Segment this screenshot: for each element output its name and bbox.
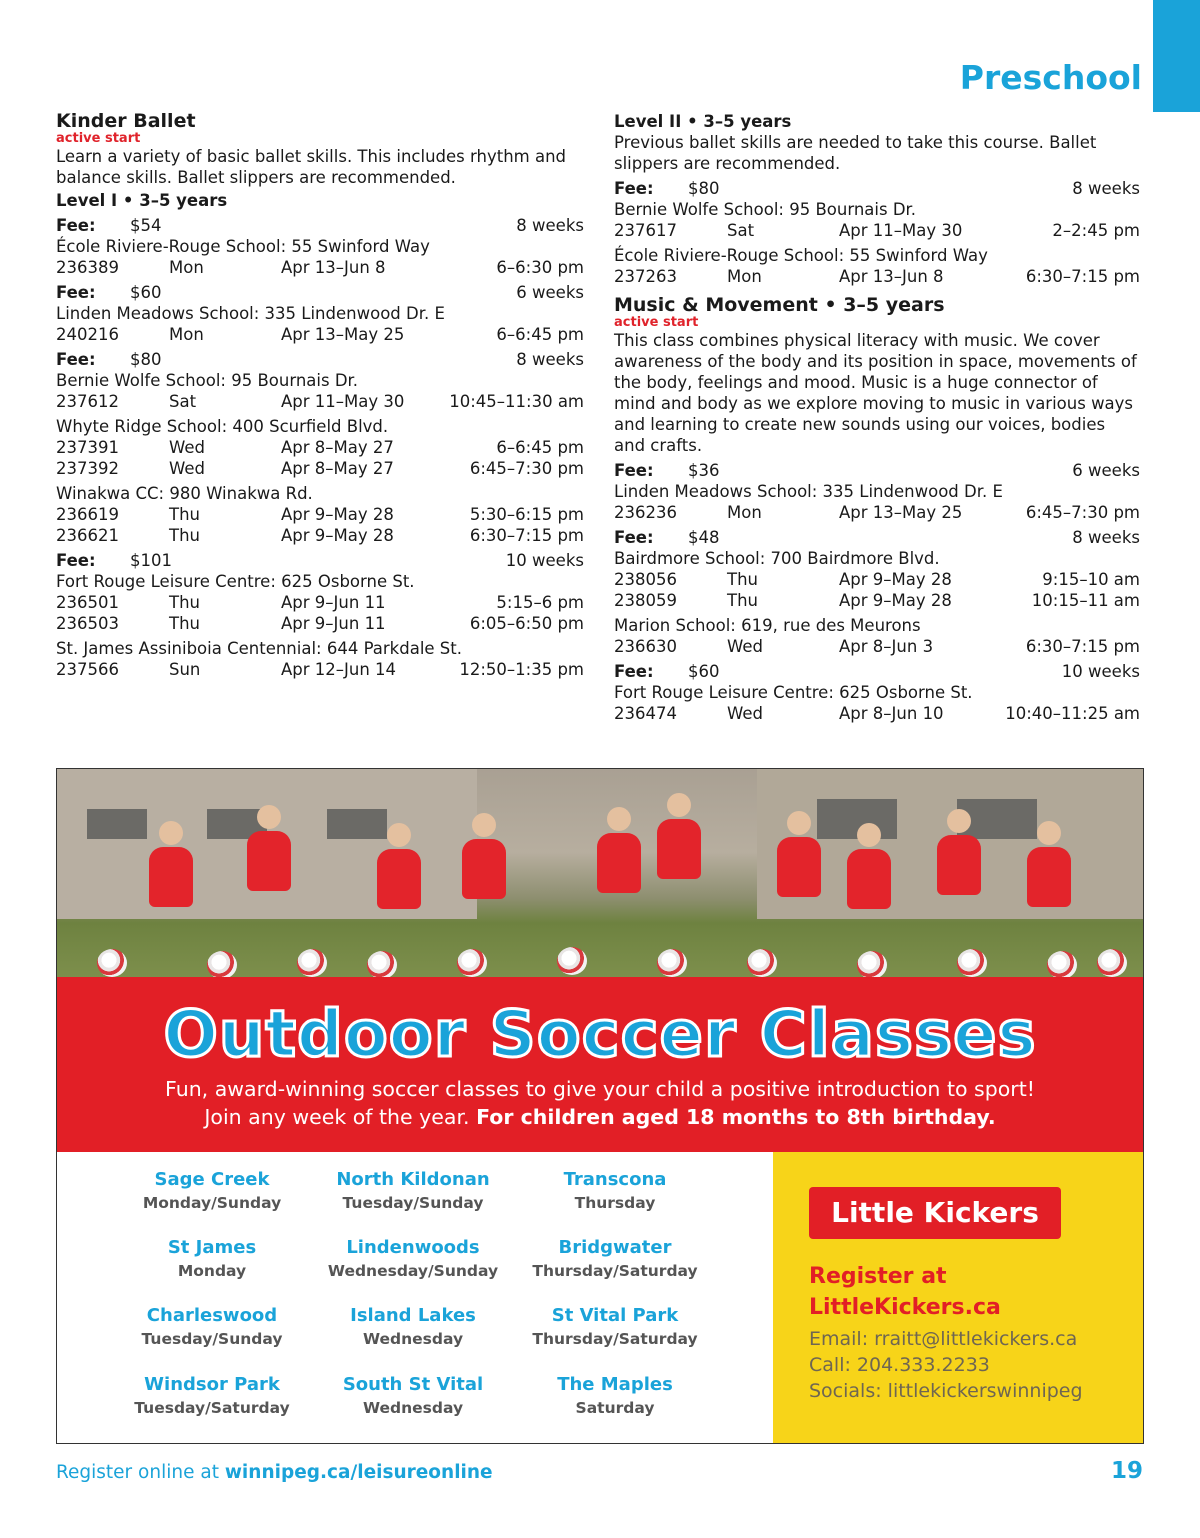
fee-amount-wrap (56, 215, 162, 236)
location-title: St Vital Park (551, 1305, 679, 1326)
location-name: Fort Rouge Leisure Centre: 625 Osborne St. (614, 683, 973, 702)
location-title: Island Lakes (350, 1305, 476, 1326)
session-time: 6:30–7:15 pm (1025, 637, 1140, 656)
soccer-location (112, 1236, 312, 1282)
session-dates: Apr 8–May 27 (281, 459, 394, 478)
session-day: Sat (169, 392, 197, 411)
fee-amount-wrap (614, 460, 720, 481)
soccer-kids-photo (57, 769, 1143, 977)
fee-row (614, 527, 1140, 548)
ad-subtitle-line2-bold: For children aged 18 months to 8th birthday. (476, 1105, 996, 1129)
session-day: Thu (169, 505, 200, 524)
ad-subtitle-line2-plain: Join any week of the year. (204, 1105, 470, 1129)
fee-groups (56, 215, 584, 680)
session-dates: Apr 13–May 25 (839, 503, 963, 522)
session-dates: Apr 13–Jun 8 (281, 258, 386, 277)
session-code: 237391 (56, 438, 119, 457)
location-days: Thursday (574, 1194, 656, 1212)
session-day: Wed (727, 637, 763, 656)
fee-label: Fee: (56, 283, 96, 302)
session-row[interactable] (56, 525, 584, 546)
location-days: Wednesday (362, 1330, 464, 1348)
session-row[interactable] (56, 437, 584, 458)
register-line1: Register at (809, 1264, 947, 1289)
fee-groups (614, 460, 1140, 724)
fee-duration: 10 weeks (1061, 662, 1140, 681)
session-dates: Apr 9–May 28 (281, 505, 394, 524)
fee-amount: $60 (688, 662, 720, 681)
location-days: Thursday/Saturday (532, 1330, 698, 1348)
location-days: Wednesday (362, 1399, 464, 1417)
session-dates: Apr 12–Jun 14 (281, 660, 397, 679)
location-days: Tuesday/Sunday (342, 1194, 484, 1212)
phone-line: Call: 204.333.2233 (809, 1354, 990, 1376)
location-name: Bairdmore School: 700 Bairdmore Blvd. (614, 549, 940, 568)
course-description: This class combines physical literacy with music. We cover awareness of the body and its position in space, movements of the body, feelings and mood. Music is a huge connector of mind and body as we explore moving to music in various ways and learning to create new sounds using our voices, bodies and crafts. (614, 331, 1137, 455)
location-days: Monday/Sunday (142, 1194, 282, 1212)
soccer-location (515, 1304, 715, 1350)
location-name: Marion School: 619, rue des Meurons (614, 616, 921, 635)
session-time: 6–6:30 pm (496, 258, 584, 277)
location-name: Linden Meadows School: 335 Lindenwood Dr. E (56, 304, 445, 323)
session-day: Sun (169, 660, 201, 679)
session-time: 6:05–6:50 pm (469, 614, 584, 633)
location-days: Tuesday/Saturday (134, 1399, 290, 1417)
fee-group (614, 527, 1140, 657)
email-line[interactable]: Email: rraitt@littlekickers.ca (809, 1328, 1078, 1350)
location-title: Transcona (563, 1169, 667, 1190)
fee-groups (614, 178, 1140, 287)
fee-duration: 6 weeks (1072, 461, 1140, 480)
location-title: Bridgwater (558, 1237, 672, 1258)
fee-row (56, 282, 584, 303)
fee-amount-wrap (614, 178, 720, 199)
soccer-location (112, 1304, 312, 1350)
right-column (614, 110, 1140, 724)
fee-group (56, 215, 584, 278)
fee-amount-wrap (614, 527, 720, 548)
soccer-location (313, 1373, 513, 1419)
session-dates: Apr 13–Jun 8 (839, 267, 944, 286)
fee-duration: 8 weeks (516, 350, 584, 369)
contact-info (809, 1326, 1083, 1404)
fee-row (56, 550, 584, 571)
fee-row (56, 349, 584, 370)
fee-label: Fee: (56, 350, 96, 369)
location-title: Lindenwoods (346, 1237, 480, 1258)
register-text (809, 1261, 1001, 1323)
fee-amount: $54 (130, 216, 162, 235)
session-code: 236630 (614, 637, 677, 656)
register-link[interactable]: LittleKickers.ca (809, 1295, 1001, 1320)
location-title: Windsor Park (144, 1374, 280, 1395)
footer-prefix: Register online at (56, 1462, 225, 1483)
soccer-advertisement (56, 768, 1144, 1444)
session-dates: Apr 9–May 28 (839, 570, 952, 589)
fee-amount-wrap (56, 550, 172, 571)
session-dates: Apr 8–May 27 (281, 438, 394, 457)
fee-amount: $36 (688, 461, 720, 480)
session-row[interactable] (614, 502, 1140, 523)
fee-amount-wrap (614, 661, 720, 682)
session-day: Thu (169, 614, 200, 633)
session-time: 5:15–6 pm (496, 593, 584, 612)
session-day: Sat (727, 221, 755, 240)
location-name: St. James Assiniboia Centennial: 644 Parkdale St. (56, 639, 462, 658)
session-row[interactable] (614, 703, 1140, 724)
location-days: Thursday/Saturday (532, 1262, 698, 1280)
location-title: South St Vital (342, 1374, 484, 1395)
fee-label: Fee: (614, 179, 654, 198)
session-code: 236621 (56, 526, 119, 545)
session-day: Wed (727, 704, 763, 723)
fee-amount: $80 (130, 350, 162, 369)
session-time: 2–2:45 pm (1052, 221, 1140, 240)
fee-group (56, 550, 584, 680)
fee-row (56, 215, 584, 236)
session-code: 238059 (614, 591, 677, 610)
location-name: Bernie Wolfe School: 95 Bournais Dr. (56, 371, 359, 390)
session-code: 237617 (614, 221, 677, 240)
session-row[interactable] (614, 266, 1140, 287)
soccer-location (515, 1373, 715, 1419)
session-dates: Apr 9–May 28 (281, 526, 394, 545)
fee-group (56, 282, 584, 345)
session-dates: Apr 8–Jun 10 (839, 704, 944, 723)
fee-amount: $60 (130, 283, 162, 302)
fee-group (614, 460, 1140, 523)
fee-duration: 8 weeks (1072, 179, 1140, 198)
session-row[interactable] (56, 458, 584, 479)
level-description: Previous ballet skills are needed to take this course. Ballet slippers are recommended. (614, 133, 1097, 173)
session-row[interactable] (56, 613, 584, 634)
session-code: 236619 (56, 505, 119, 524)
session-code: 238056 (614, 570, 677, 589)
level-heading: Level I • 3–5 years (56, 191, 228, 210)
fee-amount: $80 (688, 179, 720, 198)
location-days: Tuesday/Sunday (141, 1330, 283, 1348)
soccer-locations (57, 1152, 773, 1443)
section-title: Preschool (959, 58, 1142, 97)
location-name: Whyte Ridge School: 400 Scurfield Blvd. (56, 417, 389, 436)
ad-subtitle-line1: Fun, award-winning soccer classes to give your child a positive introduction to sport! (165, 1077, 1035, 1101)
fee-amount-wrap (56, 282, 162, 303)
fee-duration: 8 weeks (516, 216, 584, 235)
fee-row (614, 460, 1140, 481)
soccer-location (313, 1236, 513, 1282)
location-title: Charleswood (146, 1305, 278, 1326)
session-day: Thu (727, 591, 758, 610)
session-row[interactable] (56, 504, 584, 525)
level-heading: Level II • 3–5 years (614, 112, 792, 131)
little-kickers-logo: Little Kickers (809, 1187, 1061, 1239)
socials-line: Socials: littlekickerswinnipeg (809, 1380, 1083, 1402)
session-time: 10:45–11:30 am (449, 392, 584, 411)
session-day: Mon (727, 267, 762, 286)
location-title: Sage Creek (154, 1169, 270, 1190)
soccer-location (515, 1236, 715, 1282)
session-dates: Apr 8–Jun 3 (839, 637, 934, 656)
footer-link[interactable]: winnipeg.ca/leisureonline (224, 1462, 493, 1483)
session-day: Mon (727, 503, 762, 522)
location-days: Wednesday/Sunday (327, 1262, 499, 1280)
session-day: Thu (169, 526, 200, 545)
session-time: 9:15–10 am (1042, 570, 1140, 589)
session-code: 236501 (56, 593, 119, 612)
fee-row (614, 661, 1140, 682)
session-row[interactable] (56, 257, 584, 278)
active-start-tag: active start (614, 315, 699, 330)
session-day: Mon (169, 325, 204, 344)
ad-banner (57, 977, 1143, 1152)
session-day: Wed (169, 438, 205, 457)
session-row[interactable] (56, 592, 584, 613)
fee-amount: $101 (130, 551, 172, 570)
location-name: École Riviere-Rouge School: 55 Swinford Way (56, 237, 430, 256)
location-title: The Maples (557, 1374, 673, 1395)
session-day: Mon (169, 258, 204, 277)
session-day: Thu (727, 570, 758, 589)
fee-group (614, 661, 1140, 724)
session-day: Wed (169, 459, 205, 478)
session-code: 237263 (614, 267, 677, 286)
soccer-location (112, 1373, 312, 1419)
session-row[interactable] (614, 590, 1140, 611)
kinder-ballet-column (56, 110, 584, 680)
location-days: Saturday (575, 1399, 655, 1417)
session-row[interactable] (614, 220, 1140, 241)
soccer-location (313, 1168, 513, 1214)
soccer-location (112, 1168, 312, 1214)
fee-duration: 8 weeks (1072, 528, 1140, 547)
session-code: 236236 (614, 503, 677, 522)
course-title: Kinder Ballet (56, 110, 196, 132)
session-dates: Apr 9–Jun 11 (281, 593, 386, 612)
fee-group (56, 349, 584, 546)
location-name: Bernie Wolfe School: 95 Bournais Dr. (614, 200, 917, 219)
session-dates: Apr 13–May 25 (281, 325, 405, 344)
session-time: 12:50–1:35 pm (459, 660, 584, 679)
session-code: 237566 (56, 660, 119, 679)
location-title: North Kildonan (336, 1169, 490, 1190)
fee-amount-wrap (56, 349, 162, 370)
session-row[interactable] (614, 636, 1140, 657)
session-time: 10:15–11 am (1031, 591, 1140, 610)
session-time: 6:45–7:30 pm (1025, 503, 1140, 522)
registration-panel (773, 1152, 1143, 1443)
course-title: Music & Movement • 3–5 years (614, 294, 945, 316)
fee-label: Fee: (56, 216, 96, 235)
section-tab (1153, 0, 1200, 112)
soccer-location (313, 1304, 513, 1350)
session-code: 236474 (614, 704, 677, 723)
fee-label: Fee: (614, 528, 654, 547)
fee-label: Fee: (614, 461, 654, 480)
location-name: Fort Rouge Leisure Centre: 625 Osborne St. (56, 572, 415, 591)
fee-label: Fee: (614, 662, 654, 681)
session-code: 237392 (56, 459, 119, 478)
fee-duration: 6 weeks (516, 283, 584, 302)
location-name: École Riviere-Rouge School: 55 Swinford Way (614, 246, 988, 265)
session-time: 6:45–7:30 pm (469, 459, 584, 478)
session-row[interactable] (56, 324, 584, 345)
session-row[interactable] (614, 569, 1140, 590)
session-dates: Apr 11–May 30 (839, 221, 963, 240)
session-dates: Apr 11–May 30 (281, 392, 405, 411)
active-start-tag: active start (56, 131, 141, 146)
page-number: 19 (1110, 1458, 1143, 1484)
session-time: 6:30–7:15 pm (469, 526, 584, 545)
location-name: Linden Meadows School: 335 Lindenwood Dr. E (614, 482, 1003, 501)
session-dates: Apr 9–Jun 11 (281, 614, 386, 633)
session-row[interactable] (56, 391, 584, 412)
session-time: 6:30–7:15 pm (1025, 267, 1140, 286)
location-title: St James (167, 1237, 257, 1258)
session-code: 240216 (56, 325, 119, 344)
course-description: Learn a variety of basic ballet skills. This includes rhythm and balance skills. Ballet slippers are recommended. (56, 147, 567, 187)
session-code: 237612 (56, 392, 119, 411)
ad-title: Outdoor Soccer Classes (163, 998, 1037, 1072)
fee-amount: $48 (688, 528, 720, 547)
location-days: Monday (177, 1262, 247, 1280)
fee-group (614, 178, 1140, 287)
session-code: 236503 (56, 614, 119, 633)
session-row[interactable] (56, 659, 584, 680)
session-time: 6–6:45 pm (496, 325, 584, 344)
soccer-location (515, 1168, 715, 1214)
session-time: 10:40–11:25 am (1005, 704, 1140, 723)
fee-duration: 10 weeks (505, 551, 584, 570)
session-dates: Apr 9–May 28 (839, 591, 952, 610)
fee-label: Fee: (56, 551, 96, 570)
session-code: 236389 (56, 258, 119, 277)
location-name: Winakwa CC: 980 Winakwa Rd. (56, 484, 313, 503)
ad-subtitle-line2 (57, 1103, 1143, 1131)
session-time: 6–6:45 pm (496, 438, 584, 457)
footer-register (56, 1462, 493, 1483)
fee-row (614, 178, 1140, 199)
session-time: 5:30–6:15 pm (469, 505, 584, 524)
session-day: Thu (169, 593, 200, 612)
